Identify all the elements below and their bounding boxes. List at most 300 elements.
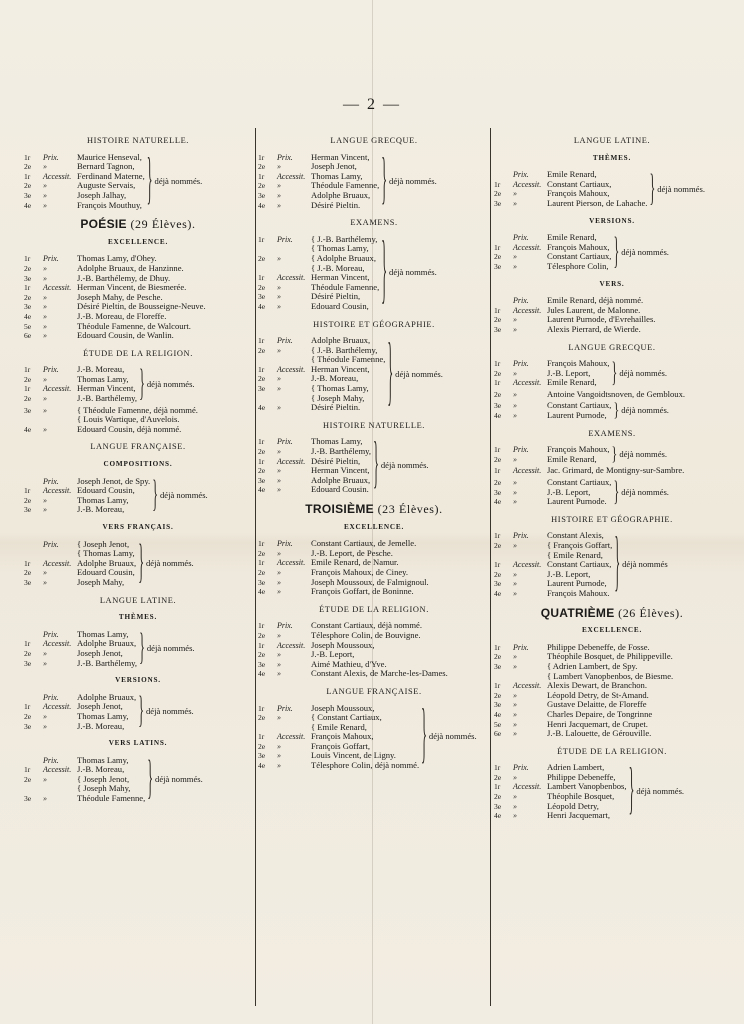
brace-icon: } xyxy=(614,521,621,600)
rank: 2e xyxy=(258,650,266,660)
award-row xyxy=(24,201,145,211)
prize-type: » xyxy=(277,200,281,210)
rank: 1r xyxy=(494,242,501,252)
laureate-name: Edouard Cousin, xyxy=(77,567,135,578)
rank: 2e xyxy=(494,569,502,579)
prize-type: Accessit. xyxy=(513,782,542,792)
laureate-name: Adolphe Bruaux, xyxy=(77,638,137,649)
rank: 2e xyxy=(258,181,266,191)
rank: 4e xyxy=(258,200,266,210)
laureate-name: François Goffart, xyxy=(311,740,371,751)
rank: 4e xyxy=(494,497,502,507)
rank: 2e xyxy=(24,162,32,172)
laureate-name: J.-B. Moreau, xyxy=(77,764,125,775)
prize-type: Accessit. xyxy=(513,466,542,476)
prize-type: Accessit. xyxy=(43,486,72,496)
laureate-name: François Mahoux, xyxy=(547,241,610,252)
prize-type xyxy=(513,551,547,561)
rank: 2e xyxy=(258,466,266,476)
prize-type: » xyxy=(43,263,47,273)
prize-type: » xyxy=(513,324,517,334)
laureate-name: Désiré Pieltin. xyxy=(311,402,361,413)
rank: 4e xyxy=(24,311,32,321)
deja-nommes-note: déjà nommés. xyxy=(146,378,195,389)
rank: 3e xyxy=(258,751,266,761)
award-group xyxy=(24,748,252,805)
award-row xyxy=(258,761,419,771)
laureate-name: { Joseph Mahy, xyxy=(311,392,365,403)
rank xyxy=(24,415,43,425)
prize-type: Accessit. xyxy=(43,765,72,775)
laureate-name: Emile Renard, xyxy=(547,169,597,180)
prize-type: » xyxy=(513,588,517,598)
laureate-name: Lambert Vanopbenbos, xyxy=(547,781,627,792)
laureate-name: Théophile Bosquet, de Philippeville. xyxy=(547,651,673,662)
rank: 2e xyxy=(494,652,502,662)
laureate-name: Herman Vincent, xyxy=(311,272,370,283)
brace-icon: } xyxy=(147,748,154,805)
prize-type: » xyxy=(43,721,47,731)
laureate-name: Constant Alexis, de Marche-les-Dames. xyxy=(311,668,448,679)
prize-type: » xyxy=(43,331,47,341)
class-title: QUATRIÈME xyxy=(540,605,615,620)
rank: 1r xyxy=(24,384,31,394)
laureate-name: Télesphore Colin, déjà nommé. xyxy=(311,760,420,771)
rank: 1r xyxy=(494,378,501,388)
laureate-name: { J.-B. Barthélemy, xyxy=(311,344,378,355)
prize-type: Accessit. xyxy=(277,558,306,568)
rank: 1r xyxy=(258,621,265,631)
award-group xyxy=(494,296,730,334)
prize-type: » xyxy=(513,772,517,782)
rank: 3e xyxy=(24,302,32,312)
prize-type: Prix. xyxy=(43,692,59,702)
award-row xyxy=(24,505,150,515)
rank: 3e xyxy=(494,801,502,811)
column-rule xyxy=(255,128,256,1006)
brace-icon: } xyxy=(381,143,388,212)
rank: 3e xyxy=(24,505,32,515)
laureate-name: Constant Cartiaux, xyxy=(547,178,612,189)
award-group xyxy=(494,164,730,210)
award-group xyxy=(24,359,252,405)
prize-type xyxy=(277,723,311,733)
laureate-name: Herman Vincent, xyxy=(77,383,136,394)
prize-type: » xyxy=(277,190,281,200)
laureate-name: Aimé Mathieu, d'Yve. xyxy=(311,658,387,669)
laureate-name: Théophile Bosquet, xyxy=(547,791,615,802)
prize-type: » xyxy=(43,658,47,668)
laureate-name: Léopold Detry, de St-Amand. xyxy=(547,689,649,700)
rank xyxy=(258,723,277,733)
section-heading: COMPOSITIONS. xyxy=(103,460,173,469)
rank: 4e xyxy=(258,301,266,311)
prize-type: Accessit. xyxy=(43,171,72,181)
prize-type: » xyxy=(277,181,281,191)
section-heading: HISTOIRE NATURELLE. xyxy=(323,420,425,430)
prize-type: Prix. xyxy=(277,336,293,346)
laureate-name: J.-B. Moreau, xyxy=(77,720,125,731)
rank: 2e xyxy=(258,567,266,577)
prize-type: » xyxy=(513,541,517,550)
rank: 2e xyxy=(258,741,266,751)
prize-type: » xyxy=(277,374,281,384)
rank: 3e xyxy=(494,661,502,671)
rank: 2e xyxy=(24,774,32,784)
prize-type: Prix. xyxy=(43,476,59,486)
laureate-name: { Théodule Famenne, xyxy=(311,354,386,365)
laureate-name: Thomas Lamy, xyxy=(77,754,129,765)
laureate-name: Télesphore Colin, de Bouvigne. xyxy=(311,629,421,640)
laureate-name: Auguste Servais, xyxy=(77,180,136,191)
column-3 xyxy=(494,128,730,823)
rank: 6e xyxy=(24,331,32,341)
award-row xyxy=(24,794,145,804)
laureate-name: Emile Renard, xyxy=(547,232,597,243)
section-heading: LANGUE GRECQUE. xyxy=(568,342,656,352)
rank: 4e xyxy=(494,588,502,598)
prize-type: Accessit. xyxy=(43,702,72,712)
column-2 xyxy=(258,128,490,773)
rank: 1r xyxy=(24,765,31,775)
rank: 2e xyxy=(258,548,266,558)
prize-type: Prix. xyxy=(43,365,59,375)
laureate-name: Constant Cartiaux, de Jemelle. xyxy=(311,538,417,549)
prize-type: » xyxy=(513,487,517,497)
prize-type xyxy=(43,784,77,794)
prize-type: Accessit. xyxy=(513,179,542,189)
prize-type: Prix. xyxy=(43,629,59,639)
laureate-name: Joseph Jalhay, xyxy=(77,189,127,200)
section-heading xyxy=(494,605,730,620)
rank: 2e xyxy=(24,292,32,302)
section-heading: HISTOIRE NATURELLE. xyxy=(87,136,189,145)
rank: 2e xyxy=(494,792,502,802)
laureate-name: Ferdinand Materne, xyxy=(77,170,145,181)
rank: 4e xyxy=(494,411,502,421)
prize-type: Accessit. xyxy=(277,273,306,283)
award-group xyxy=(494,227,730,273)
laureate-name: Henri Jacquemart, xyxy=(547,810,610,821)
rank: 1r xyxy=(494,531,501,541)
section-heading xyxy=(24,217,252,232)
section-heading: EXCELLENCE. xyxy=(107,237,169,246)
award-row xyxy=(258,302,379,312)
laureate-name: Joseph Moussoux, xyxy=(311,702,375,713)
laureate-name: { Adolphe Bruaux, xyxy=(311,252,376,263)
prize-type: » xyxy=(43,374,47,384)
prize-type: » xyxy=(277,548,281,558)
prize-type: » xyxy=(277,650,281,660)
laureate-name: { François Goffart, xyxy=(547,540,613,550)
laureate-name: { Constant Cartiaux, xyxy=(311,712,382,723)
prize-type: » xyxy=(513,801,517,811)
deja-nommes-note: déjà nommés. xyxy=(636,786,685,797)
laureate-name: Joseph Moussoux, xyxy=(311,639,375,650)
laureate-name: Thomas Lamy, xyxy=(77,628,129,639)
rank: 1r xyxy=(258,364,265,374)
laureate-name: Désiré Pieltin, xyxy=(311,455,361,466)
prize-type: » xyxy=(513,401,517,411)
laureate-name: Adolphe Bruaux, xyxy=(311,474,371,485)
prize-type: » xyxy=(43,273,47,283)
laureate-name: François Mahoux. xyxy=(547,587,610,598)
prize-type: » xyxy=(277,630,281,640)
award-row xyxy=(24,659,137,669)
deja-nommes-note: déjà nommés. xyxy=(619,367,668,378)
award-group xyxy=(494,754,730,822)
rank: 4e xyxy=(258,587,266,597)
prize-type: Prix. xyxy=(277,234,293,244)
laureate-name: François Mahoux, de Ciney. xyxy=(311,566,409,577)
award-group xyxy=(494,521,730,600)
prize-type: Prix. xyxy=(277,437,293,447)
rank: 2e xyxy=(494,772,502,782)
laureate-name: Edouard Cousin, de Wanlin. xyxy=(77,330,174,341)
award-row xyxy=(494,729,673,739)
laureate-name: Joseph Mahy, xyxy=(77,576,125,587)
laureate-name: { Théodule Famenne, déjà nommé. xyxy=(77,404,198,415)
rank xyxy=(494,551,513,561)
laureate-name: Joseph Jenot, xyxy=(77,701,123,712)
rank: 1r xyxy=(494,782,501,792)
laureate-name: J.-B. Barthélemy, de Dhuy. xyxy=(77,272,171,283)
prize-type: Accessit. xyxy=(277,456,306,466)
laureate-name: Adolphe Bruaux, xyxy=(77,691,137,702)
prize-type xyxy=(513,672,547,682)
laureate-name: { Joseph Jenot, xyxy=(77,773,130,784)
brace-icon: } xyxy=(146,143,153,212)
prize-type: » xyxy=(277,577,281,587)
award-group xyxy=(24,532,252,589)
laureate-name: Théodule Famenne, xyxy=(77,793,146,804)
laureate-name: Herman Vincent, xyxy=(311,151,370,162)
laureate-name: Théodule Famenne, xyxy=(311,281,380,292)
prize-type xyxy=(277,264,311,274)
laureate-name: { Thomas Lamy, xyxy=(311,243,369,254)
rank: 3e xyxy=(494,261,502,271)
rank: 2e xyxy=(494,690,502,700)
award-group xyxy=(494,442,730,465)
prize-type: » xyxy=(43,794,47,804)
rank: 1r xyxy=(258,703,265,713)
laureate-name: Herman Vincent, xyxy=(311,465,370,476)
section-heading: THÈMES. xyxy=(592,153,632,162)
rank: 1r xyxy=(258,539,265,549)
laureate-name: François Mouthuy, xyxy=(77,199,142,210)
award-group xyxy=(24,406,252,435)
prize-type: » xyxy=(513,709,517,719)
brace-icon: } xyxy=(613,227,620,273)
brace-icon: } xyxy=(138,532,144,589)
prize-type: Prix. xyxy=(43,254,59,264)
rank xyxy=(494,672,513,682)
brace-icon: } xyxy=(139,623,145,669)
class-count: (26 Élèves). xyxy=(618,605,684,620)
prize-type: » xyxy=(513,690,517,700)
award-group xyxy=(24,470,252,516)
prize-type: » xyxy=(277,253,281,263)
class-title: TROISIÈME xyxy=(305,502,374,516)
prize-type: » xyxy=(277,292,281,302)
award-row xyxy=(494,378,610,388)
section-heading: ÉTUDE DE LA RELIGION. xyxy=(557,746,667,756)
rank xyxy=(258,264,277,274)
laureate-name: Désiré Pieltin. xyxy=(311,199,361,210)
rank: 1r xyxy=(258,234,265,244)
rank xyxy=(494,233,513,243)
rank: 2e xyxy=(24,648,32,658)
award-group xyxy=(494,473,730,508)
laureate-name: Adolphe Bruaux, xyxy=(311,335,371,346)
laureate-name: Constant Cartiaux, xyxy=(547,400,612,411)
laureate-name: Jac. Grimard, de Montigny-sur-Sambre. xyxy=(547,465,685,476)
rank: 1r xyxy=(258,732,265,742)
rank: 4e xyxy=(258,669,266,679)
award-row xyxy=(24,578,136,588)
laureate-name: François Mahoux, xyxy=(547,358,610,369)
prize-type: » xyxy=(513,252,517,262)
rank: 2e xyxy=(494,189,502,199)
prize-type: Prix. xyxy=(513,170,529,180)
laureate-name: { J.-B. Moreau, xyxy=(311,262,365,273)
rank: 1r xyxy=(494,466,501,476)
class-title: POÉSIE xyxy=(80,217,127,232)
rank: 4e xyxy=(258,403,266,413)
prize-type: » xyxy=(277,761,281,771)
prize-type: » xyxy=(513,497,517,507)
rank: 1r xyxy=(258,336,265,346)
award-group xyxy=(494,354,730,389)
prize-type: » xyxy=(513,569,517,579)
section-heading: LANGUE GRECQUE. xyxy=(330,136,418,145)
rank xyxy=(258,394,277,404)
rank: 2e xyxy=(24,263,32,273)
award-row xyxy=(494,811,627,821)
laureate-name: Joseph Jenot, de Spy. xyxy=(77,475,151,486)
laureate-name: Thomas Lamy, xyxy=(77,494,129,505)
laureate-name: François Mahoux, xyxy=(547,188,610,199)
rank: 1r xyxy=(24,365,31,375)
rank: 1r xyxy=(258,640,265,650)
prize-type: Prix. xyxy=(513,445,529,455)
laureate-name: { Joseph Jenot, xyxy=(77,538,130,549)
section-heading: ÉTUDE DE LA RELIGION. xyxy=(319,604,429,614)
laureate-name: François Goffart, de Boninne. xyxy=(311,586,414,597)
rank: 2e xyxy=(494,478,502,488)
prize-type: » xyxy=(277,466,281,476)
brace-icon: } xyxy=(373,428,379,496)
laureate-name: Antoine Vangoidtsnoven, de Gembloux. xyxy=(547,388,686,399)
rank: 4e xyxy=(24,200,32,210)
laureate-name: Louis Vincent, de Ligny. xyxy=(311,750,396,761)
laureate-name: Laurent Purnode, xyxy=(547,410,607,421)
prize-type: » xyxy=(43,394,47,404)
page-number: — 2 — xyxy=(343,96,401,113)
rank xyxy=(494,170,513,180)
rank: 2e xyxy=(494,315,502,325)
award-row xyxy=(494,199,647,209)
prize-type: » xyxy=(277,669,281,679)
rank: 4e xyxy=(494,709,502,719)
laureate-name: J.-B. Moreau, xyxy=(311,373,359,384)
prize-type: Prix. xyxy=(513,531,529,541)
rank: 1r xyxy=(494,681,501,691)
laureate-name: Constant Cartiaux, xyxy=(547,477,612,488)
rank xyxy=(24,477,43,487)
rank: 1r xyxy=(494,359,501,369)
rank: 4e xyxy=(494,811,502,821)
section-heading: EXAMENS. xyxy=(588,428,636,438)
award-group xyxy=(494,643,730,739)
prize-type: Accessit. xyxy=(43,283,72,293)
award-row xyxy=(494,455,610,465)
award-group xyxy=(24,254,252,340)
laureate-name: Joseph Moussoux, de Falmignoul. xyxy=(311,576,429,587)
rank: 3e xyxy=(258,475,266,485)
laureate-name: Constant Cartiaux, déjà nommé. xyxy=(311,620,422,631)
prize-type: Accessit. xyxy=(513,378,542,388)
prize-type: Prix. xyxy=(43,152,59,162)
rank: 3e xyxy=(494,579,502,589)
award-group xyxy=(258,143,490,212)
award-row xyxy=(258,201,379,211)
prize-type: » xyxy=(277,447,281,457)
laureate-name: { Emile Renard, xyxy=(547,549,603,560)
prize-type: » xyxy=(277,282,281,292)
rank: 2e xyxy=(258,282,266,292)
section-heading: EXCELLENCE. xyxy=(581,626,643,635)
prize-type: » xyxy=(513,700,517,710)
section-heading: LANGUE FRANÇAISE. xyxy=(326,686,422,696)
deja-nommes-note: déjà nommés. xyxy=(619,449,668,460)
deja-nommes-note: déjà nommés. xyxy=(395,368,443,379)
rank: 1r xyxy=(258,273,265,283)
prize-type: » xyxy=(43,424,47,434)
prize-type: Accessit. xyxy=(277,732,306,742)
rank: 2e xyxy=(494,368,502,378)
laureate-name: Henri Jacquemart, de Crupet. xyxy=(547,718,648,729)
laureate-name: Maurice Henseval, xyxy=(77,151,142,162)
laureate-name: Alexis Pierrard, de Wierde. xyxy=(547,323,641,334)
rank: 3e xyxy=(494,700,502,710)
brace-icon: } xyxy=(381,223,388,313)
rank xyxy=(258,355,277,365)
prize-type: » xyxy=(43,577,47,587)
brace-icon: } xyxy=(628,754,635,822)
rank: 4e xyxy=(258,761,266,771)
prize-type: » xyxy=(513,454,517,464)
rank: 1r xyxy=(258,152,265,162)
prize-type: » xyxy=(43,200,47,210)
prize-type: » xyxy=(277,301,281,311)
laureate-name: J.-B. Barthélemy, xyxy=(77,393,138,404)
rank: 3e xyxy=(258,577,266,587)
rank: 1r xyxy=(24,152,31,162)
laureate-name: Adolphe Bruaux, xyxy=(311,189,371,200)
prize-type: » xyxy=(43,162,47,172)
section-heading: VERSIONS. xyxy=(115,676,161,685)
award-row xyxy=(24,331,206,341)
prize-type: Prix. xyxy=(277,152,293,162)
laureate-name: Télesphore Colin, xyxy=(547,260,609,271)
rank xyxy=(24,784,43,794)
rank: 5e xyxy=(494,719,502,729)
rank: 3e xyxy=(24,721,32,731)
laureate-name: Edouard Cousin. xyxy=(311,484,369,495)
prize-type: » xyxy=(277,567,281,577)
prize-type: » xyxy=(43,190,47,200)
